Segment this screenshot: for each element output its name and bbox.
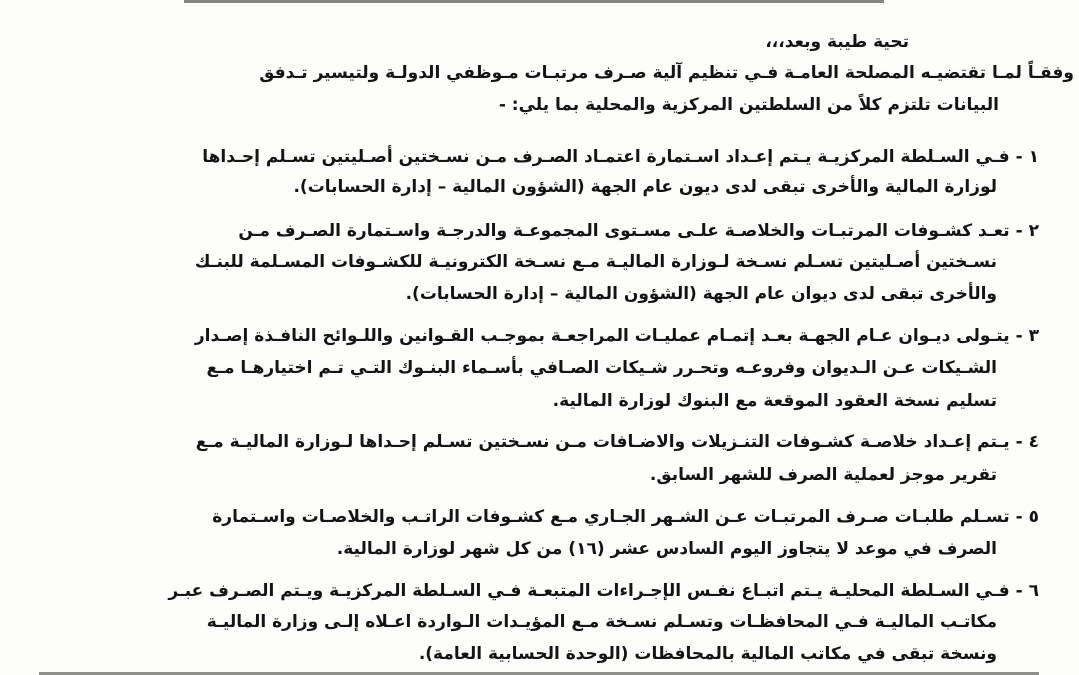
item-1-line-1 <box>202 146 1039 168</box>
item-2-number: ٢ - <box>1015 221 1039 241</box>
item-2-text-1: تعـد كشـوفات المرتبـات والخلاصـة علـى مسـتوى المجموعـة والدرجـة واسـتمارة الصـرف مـن <box>238 221 1010 241</box>
intro-line-1: وفقـاً لمـا تقتضيـه المصلحة العامـة فـي تنظيم آلية صـرف مرتبـات مـوظفي الدولـة ولتيسير تـدفق <box>259 63 1074 83</box>
item-4-line-2: تقرير موجز لعملية الصرف للشهر السابق. <box>649 465 997 485</box>
item-3-text-1: يتـولى ديـوان عـام الجهـة بعـد إتمـام عمليـات المراجعـة بموجـب القـوانين واللـوائح النافـذة إصـدار <box>194 326 1010 346</box>
item-5-line-1 <box>212 506 1039 528</box>
item-6-text-1: فـي السـلطة المحليـة يـتم اتبـاع نفـس الإجـراءات المتبعـة فـي السـلطة المركزيـة ويـتم الصـرف عبـر <box>168 581 1010 601</box>
item-4-number: ٤ - <box>1015 432 1039 452</box>
item-5-number: ٥ - <box>1015 507 1039 527</box>
item-3-line-3: تسليم نسخة العقود الموقعة مع البنوك لوزارة المالية. <box>552 391 997 411</box>
item-2-line-1 <box>238 220 1039 242</box>
item-6-line-1 <box>168 580 1039 602</box>
item-3-line-2: الشـيكات عـن الـديوان وفروعـه وتحـرر شـيكات الصـافي بأسـماء البنـوك التـي تـم اختيارهـا مـع <box>206 358 997 378</box>
item-3-line-1 <box>195 325 1039 347</box>
item-6-line-2: مكاتـب الماليـة فـي المحافظـات وتسـلم نسـخة مـع المؤيـدات الـواردة اعـلاه إلـى وزارة الماليـة <box>206 612 997 632</box>
item-2-line-2: نسـختين أصـليتين تسـلم نسـخة لـوزارة الماليـة مـع نسـخة الكترونيـة للكشـوفات المسـلمة للبنـك <box>194 252 997 272</box>
greeting: تحية طيبة وبعد،،، <box>765 32 909 52</box>
item-2-line-3: والأخرى تبقى لدى ديوان عام الجهة (الشؤون المالية – إدارة الحسابات). <box>405 284 997 304</box>
item-6-line-3: ونسخة تبقى في مكاتب المالية بالمحافظات (الوحدة الحسابية العامة). <box>418 644 997 664</box>
item-1-text-1: فـي السـلطة المركزيـة يـتم إعـداد اسـتمارة اعتمـاد الصـرف مـن نسـختين أصـليتين تسـلم إحـداها <box>202 147 1010 167</box>
intro-line-2: البيانات تلتزم كلاً من السلطتين المركزية والمحلية بما يلي: - <box>498 95 999 115</box>
cropped-top-text-line <box>184 0 884 10</box>
cropped-bottom-text-line <box>39 668 1039 675</box>
item-1-number: ١ - <box>1015 147 1039 167</box>
item-1-line-2: لوزارة المالية والأخرى تبقى لدى ديون عام الجهة (الشؤون المالية – إدارة الحسابات). <box>293 177 997 197</box>
item-4-text-1: يـتم إعـداد خلاصـة كشـوفات التنـزيلات والاضـافات مـن نسـختين تسـلم إحـداها لـوزارة الماليـة مـع <box>195 432 1010 452</box>
item-6-number: ٦ - <box>1015 581 1039 601</box>
item-3-number: ٣ - <box>1015 326 1039 346</box>
item-5-text-1: تسـلم طلبـات صـرف المرتبـات عـن الشـهر الجـاري مـع كشـوفات الراتـب والخلاصـات واسـتمارة <box>212 507 1010 527</box>
item-4-line-1 <box>196 431 1039 453</box>
item-5-line-2: الصرف في موعد لا يتجاوز اليوم السادس عشر (١٦) من كل شهر لوزارة المالية. <box>336 539 997 559</box>
